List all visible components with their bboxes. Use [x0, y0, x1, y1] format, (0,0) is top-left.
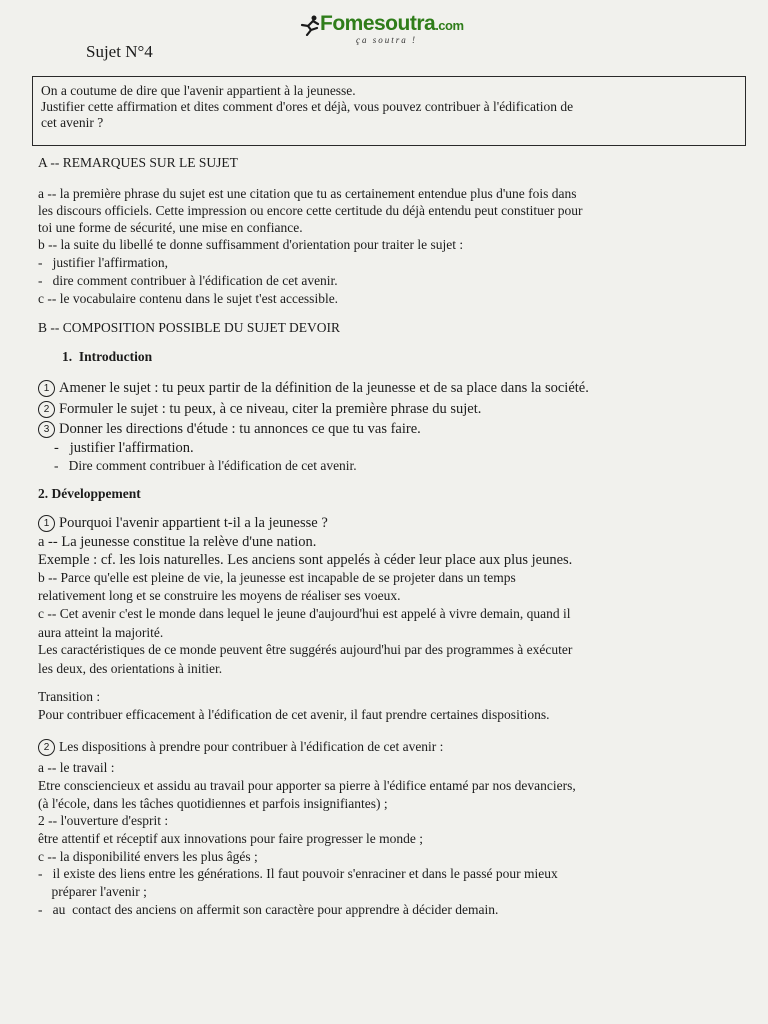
dev1-title-text: Pourquoi l'avenir appartient t-il a la jeunesse ? — [59, 515, 328, 531]
dev1-line: c -- Cet avenir c'est le monde dans lequel le jeune d'aujourd'hui est appelé à vivre demain, quand il — [38, 606, 571, 621]
subject-box — [32, 76, 746, 146]
dev2-line: être attentif et réceptif aux innovations pour faire progresser le monde ; — [38, 831, 423, 846]
development-part-1-title — [38, 515, 328, 532]
intro-step — [38, 421, 421, 438]
section-a-line: b -- la suite du libellé te donne suffisamment d'orientation pour traiter le sujet : — [38, 237, 464, 252]
introduction-heading: 1. Introduction — [62, 349, 153, 364]
number-1-icon: 1 — [38, 380, 55, 397]
runner-icon — [298, 14, 322, 36]
dev2-line: (à l'école, dans les tâches quotidiennes et parfois insignifiantes) ; — [38, 796, 388, 811]
subject-line-2: Justifier cette affirmation et dites comment d'ores et déjà, vous pouvez contribuer à l'édification de — [41, 99, 574, 114]
logo-wordmark — [320, 12, 464, 36]
dev1-line: Exemple : cf. les lois naturelles. Les anciens sont appelés à céder leur place aux plus jeunes. — [38, 552, 573, 568]
number-1-icon: 1 — [38, 515, 55, 532]
logo-suffix: .com — [435, 18, 464, 33]
section-a-line: les discours officiels. Cette impression ou encore cette certitude du déjà entendu peut constituer pour — [38, 203, 583, 218]
logo-name: Fomesoutra — [320, 12, 436, 35]
dev2-line: - il existe des liens entre les générations. Il faut pouvoir s'enraciner et dans le passé pour mieux — [38, 866, 558, 881]
dev1-line: les deux, des orientations à initier. — [38, 661, 223, 676]
number-3-icon: 3 — [38, 421, 55, 438]
section-a-line: - justifier l'affirmation, — [38, 255, 169, 270]
number-2-icon: 2 — [38, 401, 55, 418]
development-part-2-title — [38, 739, 443, 756]
dev2-line: c -- la disponibilité envers les plus âgés ; — [38, 849, 258, 864]
dev2-line: a -- le travail : — [38, 760, 115, 775]
section-b-heading: B -- COMPOSITION POSSIBLE DU SUJET DEVOIR — [38, 320, 341, 335]
subject-line-1: On a coutume de dire que l'avenir appartient à la jeunesse. — [41, 83, 356, 98]
intro-step — [38, 380, 589, 397]
transition-text: Pour contribuer efficacement à l'édification de cet avenir, il faut prendre certaines dispositions. — [38, 707, 550, 722]
page-title: Sujet N°4 — [86, 42, 153, 61]
intro-step-text: Donner les directions d'étude : tu annonces ce que tu vas faire. — [59, 421, 421, 437]
transition-label: Transition : — [38, 689, 101, 704]
number-2-icon: 2 — [38, 739, 55, 756]
dev1-line: b -- Parce qu'elle est pleine de vie, la jeunesse est incapable de se projeter dans un temps — [38, 570, 516, 585]
intro-item: - Dire comment contribuer à l'édification de cet avenir. — [54, 458, 357, 473]
dev1-line: Les caractéristiques de ce monde peuvent être suggérés aujourd'hui par des programmes à exécuter — [38, 642, 573, 657]
intro-step-text: Formuler le sujet : tu peux, à ce niveau, citer la première phrase du sujet. — [59, 401, 482, 417]
dev1-line: a -- La jeunesse constitue la relève d'une nation. — [38, 534, 317, 550]
dev1-line: relativement long et se construire les moyens de réaliser ses voeux. — [38, 588, 401, 603]
dev2-line: Etre consciencieux et assidu au travail pour apporter sa pierre à l'édifice entamé par nos devanciers, — [38, 778, 576, 793]
fomesoutra-logo[interactable] — [298, 12, 498, 52]
dev2-line: 2 -- l'ouverture d'esprit : — [38, 813, 169, 828]
section-a-line: a -- la première phrase du sujet est une citation que tu as certainement entendue plus d'une fois dans — [38, 186, 577, 201]
section-a-line: - dire comment contribuer à l'édification de cet avenir. — [38, 273, 338, 288]
section-a-line: toi une forme de sécurité, une mise en confiance. — [38, 220, 303, 235]
section-a-heading: A -- REMARQUES SUR LE SUJET — [38, 155, 238, 170]
dev2-line: préparer l'avenir ; — [38, 884, 147, 899]
logo-tagline: ça soutra ! — [356, 35, 417, 45]
development-heading: 2. Développement — [38, 486, 141, 501]
intro-step — [38, 401, 481, 418]
section-a-line: c -- le vocabulaire contenu dans le sujet t'est accessible. — [38, 291, 339, 306]
subject-line-3: cet avenir ? — [41, 115, 104, 130]
dev2-title-text: Les dispositions à prendre pour contribuer à l'édification de cet avenir : — [59, 739, 444, 754]
dev1-line: aura atteint la majorité. — [38, 625, 164, 640]
dev2-line: - au contact des anciens on affermit son caractère pour apprendre à décider demain. — [38, 902, 499, 917]
intro-step-text: Amener le sujet : tu peux partir de la définition de la jeunesse et de sa place dans la société. — [59, 380, 589, 396]
intro-item: - justifier l'affirmation. — [54, 440, 194, 456]
